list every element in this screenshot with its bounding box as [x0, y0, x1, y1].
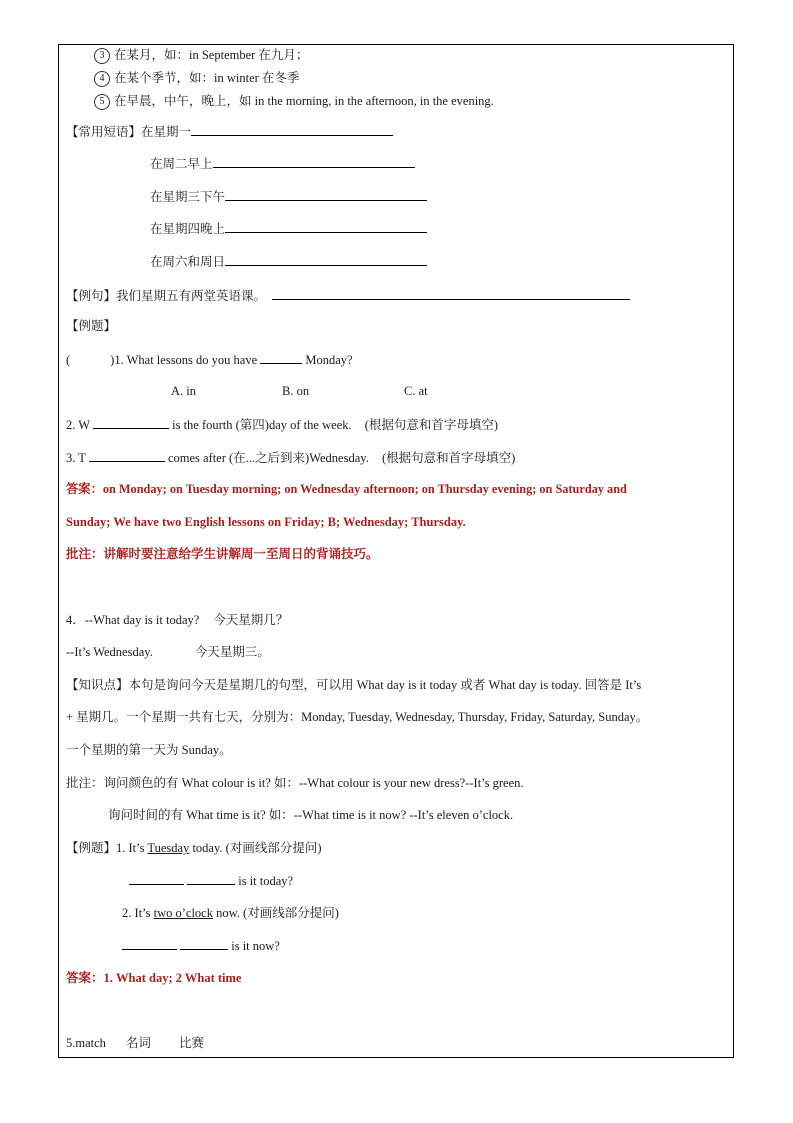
teacher-note: 批注：讲解时要注意给学生讲解周一至周日的背诵技巧。: [66, 547, 379, 561]
underlined-word: two o’clock: [153, 906, 213, 920]
fill-blank[interactable]: [122, 937, 177, 950]
exercise1-q2: 2. W is the fourth (第四)day of the week. (根据句意和首字母填空): [66, 418, 499, 432]
exercise1-q1: ( )1. What lessons do you have Monday?: [66, 353, 353, 367]
time-item-4: 4 在某个季节，如：in winter 在冬季: [94, 70, 299, 87]
fill-blank[interactable]: [129, 872, 184, 885]
fill-blank[interactable]: [191, 123, 393, 136]
time-item-3: 3 在某月，如：in September 在九月；: [94, 47, 308, 64]
exercise-label: 【例题】: [66, 841, 117, 855]
fill-blank[interactable]: [89, 449, 165, 462]
fill-blank[interactable]: [93, 416, 169, 429]
circled-number: 3: [94, 48, 110, 64]
exercise2-q1-blanks: is it today?: [129, 872, 293, 889]
note-line-2: 询问时间的有 What time is it? 如：--What time is it now? --It’s eleven o’clock.: [108, 808, 514, 822]
example-sentence: 【例句】我们星期五有两堂英语课。: [66, 287, 630, 304]
fill-blank[interactable]: [187, 872, 235, 885]
fill-blank[interactable]: [225, 253, 427, 266]
answer2: 答案：1. What day; 2 What time: [66, 971, 242, 985]
exercise1-q3: 3. T comes after (在...之后到来)Wednesday. (根据句意和首字母填空): [66, 451, 516, 465]
phrases-label: 【常用短语】: [66, 125, 142, 139]
note-line-1: 批注：询问颜色的有 What colour is it? 如：--What colour is your new dress?--It’s green.: [66, 776, 524, 790]
circled-number: 5: [94, 94, 110, 110]
exercise-label: 【例题】: [66, 319, 117, 333]
phrases-row-5: [150, 253, 427, 270]
answer-line-2: Sunday; We have two English lessons on Friday; B; Wednesday; Thursday.: [66, 515, 466, 529]
knowledge-point-line-1: 【知识点】本句是询问今天是星期几的句型，可以用 What day is it today 或者 What day is today. 回答是 It’s: [66, 678, 642, 692]
phrase-item: 在星期三下午: [150, 190, 226, 204]
exercise2-q1: 【例题】1. It’s Tuesday today. (对画线部分提问): [66, 841, 322, 855]
section5: 5.match 名词 比赛: [66, 1036, 204, 1050]
fill-blank[interactable]: [180, 937, 228, 950]
exercise2-q2: 2. It’s two o’clock now. (对画线部分提问): [122, 906, 339, 920]
knowledge-point-line-2: + 星期几。一个星期一共有七天，分别为：Monday, Tuesday, Wednesday, Thursday, Friday, Saturday, Sunday。: [66, 710, 649, 724]
circled-number: 4: [94, 71, 110, 87]
phrases-row-3: [150, 188, 427, 205]
fill-blank[interactable]: [272, 287, 630, 300]
phrase-item: 在周六和周日: [150, 255, 226, 269]
option-b: B. on: [282, 384, 310, 398]
phrase-item: 在星期一: [141, 125, 192, 139]
option-a: A. in: [171, 384, 196, 398]
phrases-row-4: [150, 220, 427, 237]
knowledge-point-line-3: 一个星期的第一天为 Sunday。: [66, 743, 232, 757]
example-label: 【例句】: [66, 289, 117, 303]
phrases-row-2: [150, 155, 415, 172]
section4-question: 4．--What day is it today? 今天星期几？: [66, 613, 289, 627]
phrases-row-1: [66, 123, 393, 140]
fill-blank[interactable]: [225, 188, 427, 201]
time-item-5: 5 在早晨，中午，晚上，如 in the morning, in the afternoon, in the evening.: [94, 93, 494, 110]
fill-blank[interactable]: [225, 220, 427, 233]
exercise2-q2-blanks: is it now?: [122, 937, 280, 954]
fill-blank[interactable]: [260, 351, 302, 364]
underlined-word: Tuesday: [147, 841, 190, 855]
phrase-item: 在星期四晚上: [150, 222, 226, 236]
option-c: C. at: [404, 384, 428, 398]
answer-line-1: 答案：on Monday; on Tuesday morning; on Wednesday afternoon; on Thursday evening; on Saturday and: [66, 482, 627, 496]
fill-blank[interactable]: [213, 155, 415, 168]
section4-answer: --It’s Wednesday. 今天星期三。: [66, 645, 270, 659]
phrase-item: 在周二早上: [150, 157, 213, 171]
